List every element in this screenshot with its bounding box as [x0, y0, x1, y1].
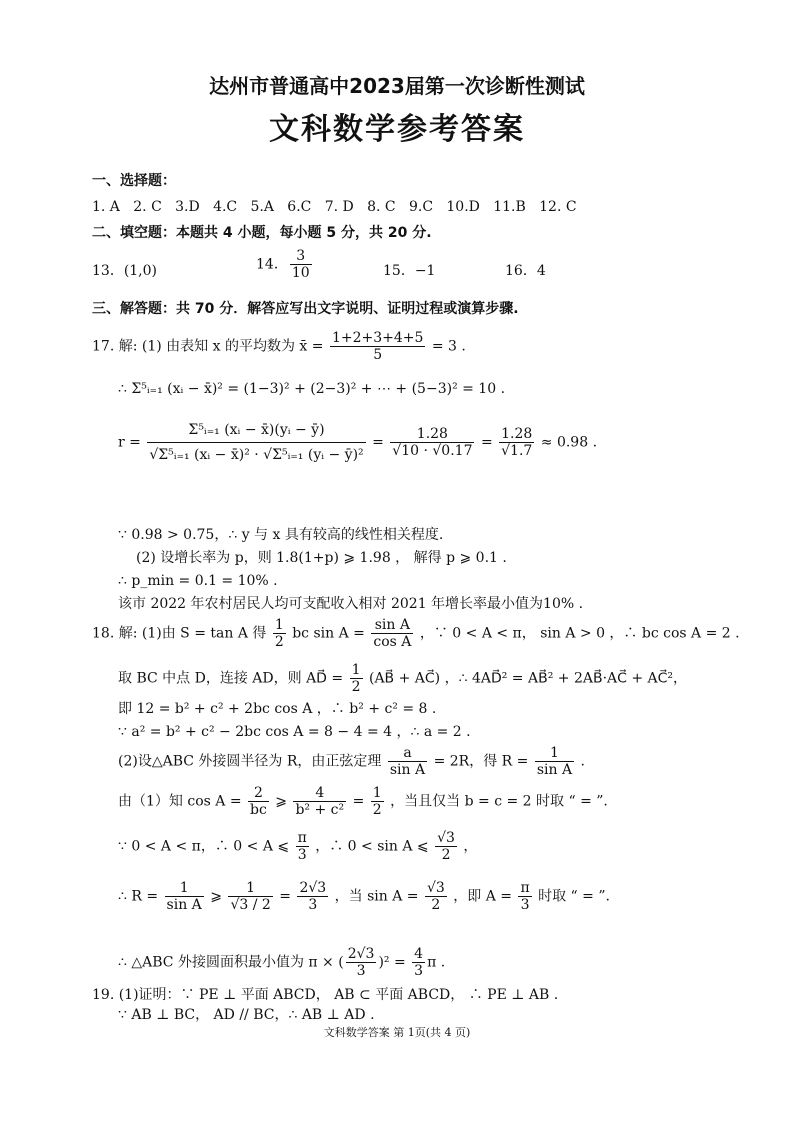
- q18-l9-frac-2: [412, 946, 425, 979]
- q18-l1-frac-half-den: 2: [274, 634, 284, 650]
- q18-l8-frac-5-num: π: [520, 880, 530, 896]
- q18-l6-frac-2: [293, 785, 346, 818]
- q17-mean-result: = 3 .: [431, 338, 466, 355]
- q17-pmin-line: ∴ p_min = 0.1 = 10% .: [118, 573, 278, 589]
- q17-r-denominator-3: √1.7: [501, 443, 533, 459]
- q17-mean-denominator: 5: [373, 347, 383, 363]
- q17-r-fraction-3: [499, 426, 534, 459]
- q18-line-4: ∵ a² = b² + c² − 2bc cos A = 8 − 4 = 4 ，∴ a = 2 .: [118, 724, 471, 740]
- answer-14-numerator: 3: [290, 248, 312, 265]
- q17-equals-2: =: [480, 434, 493, 451]
- q18-line-1: [92, 617, 740, 650]
- q18-l7-text: ∵ 0 < A < π，∴ 0 < A ⩽: [118, 838, 290, 855]
- q18-l8-frac-4-den: 2: [431, 897, 441, 913]
- q17-r-numerator: Σ⁵ᵢ₌₁ (xᵢ − x̄)(yᵢ − ȳ): [147, 422, 365, 443]
- q17-r-label: r =: [118, 434, 141, 451]
- q18-l8-when: ，当 sin A =: [334, 888, 419, 905]
- q18-l9-mid: )² =: [378, 954, 406, 971]
- q17-correlation-line: [118, 422, 597, 463]
- q18-l6-frac-2-den: b² + c²: [295, 802, 345, 818]
- q18-l1-frac-half-num: 1: [274, 617, 284, 633]
- choice-answers: 1. A 2. C 3.D 4.C 5.A 6.C 7. D 8. C 9.C 10.D 11.B 12. C: [92, 199, 577, 215]
- q18-l9-frac-1: [346, 946, 377, 979]
- q18-l5-frac-2: [535, 745, 574, 778]
- q18-l6-frac-3: [371, 785, 384, 818]
- q18-l8-frac-1-den: sin A: [166, 897, 202, 913]
- document-subtitle: 文科数学参考答案: [269, 112, 525, 147]
- answer-14-denominator: 10: [291, 265, 310, 281]
- q18-line-8: [118, 880, 610, 913]
- q17-r-fraction-2: [390, 426, 474, 459]
- q17-mean-fraction: [330, 330, 425, 363]
- section2-heading: 二、填空题：本题共 4 小题，每小题 5 分，共 20 分.: [92, 225, 432, 241]
- q18-l9-frac-1-den: 3: [356, 963, 366, 979]
- answer-14: [256, 248, 314, 281]
- q18-l1-frac-tan-num: sin A: [371, 617, 413, 634]
- q18-l7-frac-2-num: √3: [437, 830, 455, 846]
- q17-r-denominator-2: √10 · √0.17: [392, 443, 473, 459]
- q18-l8-frac-5: [518, 880, 531, 913]
- q17-conclusion-2: 该市 2022 年农村居民人均可支配收入相对 2021 年增长率最小值为10% .: [118, 596, 584, 612]
- q18-l8-frac-3-den: 3: [308, 897, 318, 913]
- q17-r-numerator-3: 1.28: [499, 426, 534, 443]
- q18-l2-frac-num: 1: [351, 662, 361, 678]
- q18-l1-post: ，∵ 0 < A < π， sin A > 0 ，∴ bc cos A = 2 .: [419, 625, 740, 642]
- q18-l7-frac-2: [435, 830, 457, 863]
- q18-l5-mid: = 2R，得 R =: [433, 753, 529, 770]
- q18-l7-frac-2-den: 2: [441, 847, 451, 863]
- q18-l5-frac-1-den: sin A: [389, 762, 426, 778]
- q18-l7-mid: ，∴ 0 < sin A ⩽: [315, 838, 429, 855]
- q18-l8-frac-4-num: √3: [426, 880, 445, 896]
- q18-l8-text: ∴ R =: [118, 888, 159, 905]
- q18-line-3: 即 12 = b² + c² + 2bc cos A ，∴ b² + c² = 8 .: [118, 701, 437, 717]
- q18-l8-frac-2-den: √3 / 2: [230, 897, 271, 913]
- answer-16: 16．4: [505, 263, 546, 279]
- q17-part2-line: (2) 设增长率为 p，则 1.8(1+p) ⩾ 1.98 ， 解得 p ⩾ 0.1 .: [136, 550, 507, 566]
- q18-l8-ge: ⩾: [210, 888, 222, 905]
- q18-l8-frac-5-den: 3: [520, 897, 530, 913]
- q18-l6-frac-1-den: bc: [250, 802, 267, 818]
- q18-line-7: [118, 830, 477, 863]
- q18-l2-text: 取 BC 中点 D，连接 AD，则 AD⃗ =: [118, 670, 344, 687]
- q18-l2-post: (AB⃗ + AC⃗) ，∴ 4AD⃗² = AB⃗² + 2AB⃗·AC⃗ + AC⃗²，: [368, 670, 688, 687]
- q18-l5-post: .: [580, 753, 585, 770]
- answer-13: 13．(1,0): [92, 263, 158, 279]
- q18-l6-frac-1: [248, 785, 269, 818]
- q17-equals-1: =: [372, 434, 384, 451]
- q17-mean-numerator: 1+2+3+4+5: [331, 330, 424, 346]
- section1-heading: 一、选择题：: [92, 173, 176, 189]
- q18-l5-text: (2)设△ABC 外接圆半径为 R，由正弦定理: [118, 753, 382, 770]
- q19-line-2: ∵ AB ⊥ BC， AD // BC，∴ AB ⊥ AD .: [118, 1007, 375, 1023]
- q18-l5-frac-1-num: a: [388, 745, 427, 762]
- q17-r-denominator: √Σ⁵ᵢ₌₁ (xᵢ − x̄)² · √Σ⁵ᵢ₌₁ (yᵢ − ȳ)²: [149, 447, 364, 463]
- q18-line-6: [118, 785, 608, 818]
- q18-l8-frac-3: [297, 880, 328, 913]
- q18-l8-frac-1-num: 1: [165, 880, 204, 897]
- q18-l5-frac-2-num: 1: [535, 745, 574, 762]
- q18-line-9: [118, 946, 445, 979]
- q18-l6-frac-1-num: 2: [248, 785, 269, 802]
- q18-l1-frac-half: [273, 617, 286, 650]
- answer-15: 15．−1: [383, 263, 436, 279]
- q18-line-5: [118, 745, 585, 778]
- q18-l8-post: 时取 “ = ”.: [538, 888, 610, 905]
- q18-l5-frac-2-den: sin A: [536, 762, 573, 778]
- q18-l8-ie: ，即 A =: [453, 888, 512, 905]
- q17-conclusion-1: ∵ 0.98 > 0.75，∴ y 与 x 具有较高的线性相关程度.: [118, 527, 444, 543]
- q18-l6-text: 由（1）知 cos A =: [118, 793, 242, 810]
- q18-l5-frac-1: [388, 745, 427, 778]
- q18-l8-frac-2-num: 1: [228, 880, 272, 897]
- q18-l6-post: ，当且仅当 b = c = 2 时取 “ = ”.: [390, 793, 608, 810]
- q18-l9-text: ∴ △ABC 外接圆面积最小值为 π × (: [118, 954, 344, 971]
- q17-r-numerator-2: 1.28: [390, 426, 474, 443]
- q17-mean-text: 17. 解: (1) 由表知 x 的平均数为 x̄ =: [92, 338, 324, 355]
- q17-r-fraction: [147, 422, 365, 463]
- q18-l1-frac-tan-den: cos A: [373, 634, 412, 650]
- page-footer: 文科数学答案 第 1页(共 4 页): [323, 1026, 471, 1039]
- q18-l1-frac-tan: [371, 617, 413, 650]
- q18-l7-frac-1: [296, 830, 309, 863]
- q18-l8-frac-3-num: 2√3: [299, 880, 327, 896]
- q18-l6-frac-2-num: 4: [293, 785, 346, 802]
- q18-l9-frac-1-num: 2√3: [347, 946, 375, 962]
- q18-l8-eq: =: [279, 888, 291, 905]
- answer-14-fraction: [290, 248, 312, 281]
- q18-l1-text: 18. 解: (1)由 S = tan A 得: [92, 625, 267, 642]
- q18-l6-frac-3-den: 2: [372, 802, 382, 818]
- q17-variance-line: ∴ Σ⁵ᵢ₌₁ (xᵢ − x̄)² = (1−3)² + (2−3)² + ⋯ + (5−3)² = 10 .: [118, 381, 506, 397]
- q18-l2-frac: [350, 662, 363, 695]
- q18-l9-post: π .: [427, 954, 446, 971]
- q18-l6-ge: ⩾: [275, 793, 288, 810]
- q18-l6-frac-3-num: 1: [372, 785, 382, 801]
- q18-l9-frac-2-den: 3: [414, 963, 424, 979]
- q18-l9-frac-2-num: 4: [414, 946, 424, 962]
- q18-l7-frac-1-den: 3: [297, 847, 307, 863]
- section3-heading: 三、解答题：共 70 分．解答应写出文字说明、证明过程或演算步骤.: [92, 301, 519, 317]
- answer-14-label: 14．: [256, 256, 288, 273]
- q18-l8-frac-2: [228, 880, 272, 913]
- q18-l1-mid: bc sin A =: [292, 625, 365, 642]
- q17-r-result: ≈ 0.98 .: [540, 434, 598, 451]
- q17-mean-line: [92, 330, 466, 363]
- q18-line-2: [118, 662, 687, 695]
- q18-l7-frac-1-num: π: [297, 830, 307, 846]
- q19-line-1: 19. (1)证明：∵ PE ⊥ 平面 ABCD， AB ⊂ 平面 ABCD， ∴ PE ⊥ AB .: [92, 987, 559, 1003]
- document-title: 达州市普通高中2023届第一次诊断性测试: [209, 74, 585, 98]
- q18-l6-eq: =: [352, 793, 365, 810]
- q18-l2-frac-den: 2: [351, 679, 361, 695]
- q18-l7-post: ，: [463, 838, 478, 855]
- q18-l8-frac-1: [165, 880, 204, 913]
- q18-l8-frac-4: [425, 880, 447, 913]
